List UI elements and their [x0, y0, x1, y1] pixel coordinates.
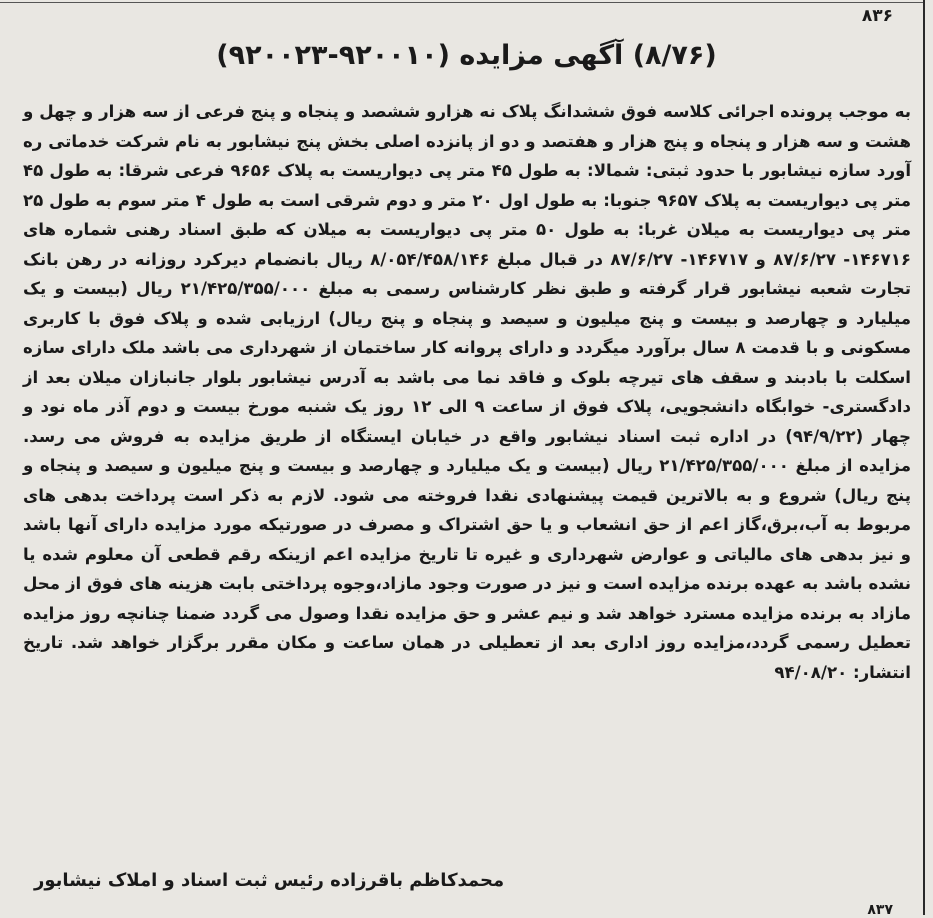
column-rule [923, 0, 925, 915]
notice-title: (۸/۷۶) آگهی مزایده (۹۲۰۰۱۰-۹۲۰۰۲۳) [216, 40, 717, 71]
notice-body: به موجب پرونده اجرائی کلاسه فوق ششدانگ پلاک نه هزارو ششصد و پنجاه و پنج فرعی از سه هزار و چهل و هشت و سه هزار و پنجاه و پنج هزار و هفتصد و دو از پانزده اصلی بخش پنج نیشابور به نام شرکت خدماتی ره آورد سازه نیشابور با حدود ثبتی: شمالا: به طول ۴۵ متر پی دیواریست به پلاک ۹۶۵۶ فرعی شرقا: به طول ۴۵ متر پی دیواریست به پلاک ۹۶۵۷ جنوبا: به طول اول ۲۰ متر و دوم شرقی است به طول ۴ متر سوم به طول ۲۵ متر پی دیواریست به میلان غربا: به طول ۵۰ متر پی دیواریست به میلان که طبق اسناد رهنی شماره های ۱۴۶۷۱۶- ۸۷/۶/۲۷ و ۱۴۶۷۱۷- ۸۷/۶/۲۷ در قبال مبلغ ۸/۰۵۴/۴۵۸/۱۴۶ ریال بانضمام دیرکرد روزانه در رهن بانک تجارت شعبه نیشابور قرار گرفته و طبق نظر کارشناس رسمی به مبلغ ۲۱/۴۲۵/۳۵۵/۰۰۰ ریال (بیست و یک میلیارد و چهارصد و بیست و پنج میلیون و سیصد و پنجاه و پنج ریال) ارزیابی شده و پلاک فوق با کاربری مسکونی و با قدمت ۸ سال برآورد میگردد و دارای پروانه کار ساختمان از شهرداری می باشد ملک دارای سازه اسکلت با بادبند و سقف های تیرچه بلوک و فاقد نما می باشد به آدرس نیشابور بلوار جانبازان میلان بعد از دادگستری- خوابگاه دانشجویی، پلاک فوق از ساعت ۹ الی ۱۲ روز یک شنبه مورخ بیست و دوم آذر ماه نود و چهار (۹۴/۹/۲۲) در اداره ثبت اسناد نیشابور واقع در خیابان ایستگاه از طریق مزایده به فروش می رسد. مزایده از مبلغ ۲۱/۴۲۵/۳۵۵/۰۰۰ ریال (بیست و یک میلیارد و چهارصد و بیست و پنج میلیون و سیصد و پنجاه و پنج ریال) شروع و به بالاترین قیمت پیشنهادی نقدا فروخته می شود. لازم به ذکر است پرداخت بدهی های مربوط به آب،برق،گاز اعم از حق انشعاب و یا حق اشتراک و مصرف در صورتیکه مورد مزایده دارای آنها باشد و نیز بدهی های مالیاتی و عوارض شهرداری و غیره تا تاریخ مزایده اعم ازینکه رقم قطعی آن معلوم شده یا نشده باشد به عهده برنده مزایده است و نیز در صورت وجود مازاد،وجوه پرداختی بابت هزینه های فوق از محل مازاد به برنده مزایده مسترد خواهد شد و نیم عشر و حق مزایده نقدا وصول می گردد ضمنا چنانچه روز مزایده تعطیل رسمی گردد،مزایده روز اداری بعد از تعطیلی در همان ساعت و مکان مقرر برگزار خواهد شد. تاریخ انتشار: ۹۴/۰۸/۲۰ [23, 102, 912, 682]
page-number: ۸۳۶ [861, 6, 893, 26]
next-page-number: ۸۳۷ [867, 902, 893, 918]
top-rule [0, 2, 925, 3]
signature-line: محمدکاظم باقرزاده رئیس ثبت اسناد و املاک نیشابور [34, 870, 505, 891]
